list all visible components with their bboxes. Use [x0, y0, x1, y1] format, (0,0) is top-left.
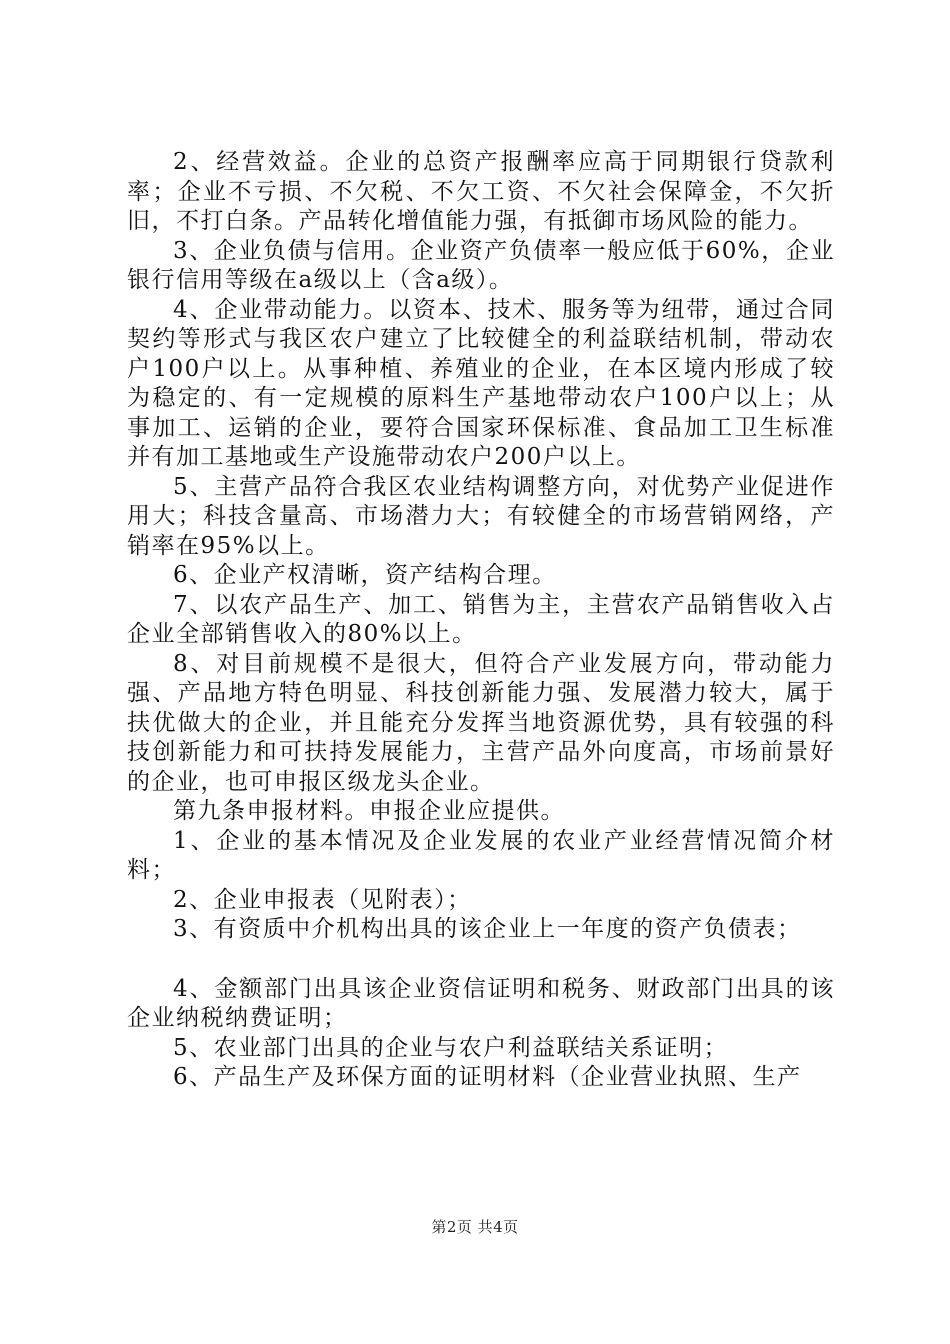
page-number-footer: 第2页 共4页: [431, 1218, 519, 1236]
paragraph-sales-share: 7、以农产品生产、加工、销售为主，主营农产品销售收入占企业全部销售收入的80%以上。: [127, 591, 835, 647]
paragraph-property-rights: 6、企业产权清晰，资产结构合理。: [173, 562, 557, 588]
paragraph-main-products: 5、主营产品符合我区农业结构调整方向，对优势产业促进作用大；科技含量高、市场潜力大；有较健全的市场营销网络，产销率在95%以上。: [127, 473, 835, 559]
paragraph-operating-benefit: 2、经营效益。企业的总资产报酬率应高于同期银行贷款利率；企业不亏损、不欠税、不欠工资、不欠社会保障金，不欠折旧，不打白条。产品转化增值能力强，有抵御市场风险的能力。: [127, 149, 835, 234]
list-item-farmer-link-proof: 5、农业部门出具的企业与农户利益联结关系证明；: [173, 1034, 729, 1061]
paragraph-driving-ability: 4、企业带动能力。以资本、技术、服务等为纽带，通过合同契约等形式与我区农户建立了比较健全的利益联结机制，带动农户100户以上。从事种植、养殖业的企业，在本区境内形成了较为稳定的、有一定规模的原料生产基地带动农户100户以上；从事加工、运销的企业，要符合国家环保标准、食品加工卫生标准并有加工基地或生产设施带动农户200户以上。: [127, 296, 835, 470]
paragraph-article-nine: 第九条申报材料。申报企业应提供。: [173, 798, 565, 824]
document-body: [127, 148, 835, 1093]
list-item-credit-tax-proof: 4、金额部门出具该企业资信证明和税务、财政部门出具的该企业纳税纳费证明；: [127, 975, 835, 1031]
list-item-basic-info: 1、企业的基本情况及企业发展的农业产业经营情况简介材料；: [127, 827, 835, 883]
blank-line: [127, 945, 835, 975]
list-item-balance-sheet: 3、有资质中介机构出具的该企业上一年度的资产负债表；: [173, 916, 802, 942]
paragraph-debt-credit: 3、企业负债与信用。企业资产负债率一般应低于60%，企业银行信用等级在a级以上（含a级）。: [127, 237, 835, 293]
list-item-production-environment-proof: 6、产品生产及环保方面的证明材料（企业营业执照、生产: [173, 1064, 802, 1090]
list-item-application-form: 2、企业申报表（见附表）；: [173, 886, 472, 913]
paragraph-small-scale-enterprises: 8、对目前规模不是很大，但符合产业发展方向，带动能力强、产品地方特色明显、科技创新能力强、发展潜力较大，属于扶优做大的企业，并且能充分发挥当地资源优势，具有较强的科技创新能力和可扶持发展能力，主营产品外向度高，市场前景好的企业，也可申报区级龙头企业。: [127, 650, 835, 795]
